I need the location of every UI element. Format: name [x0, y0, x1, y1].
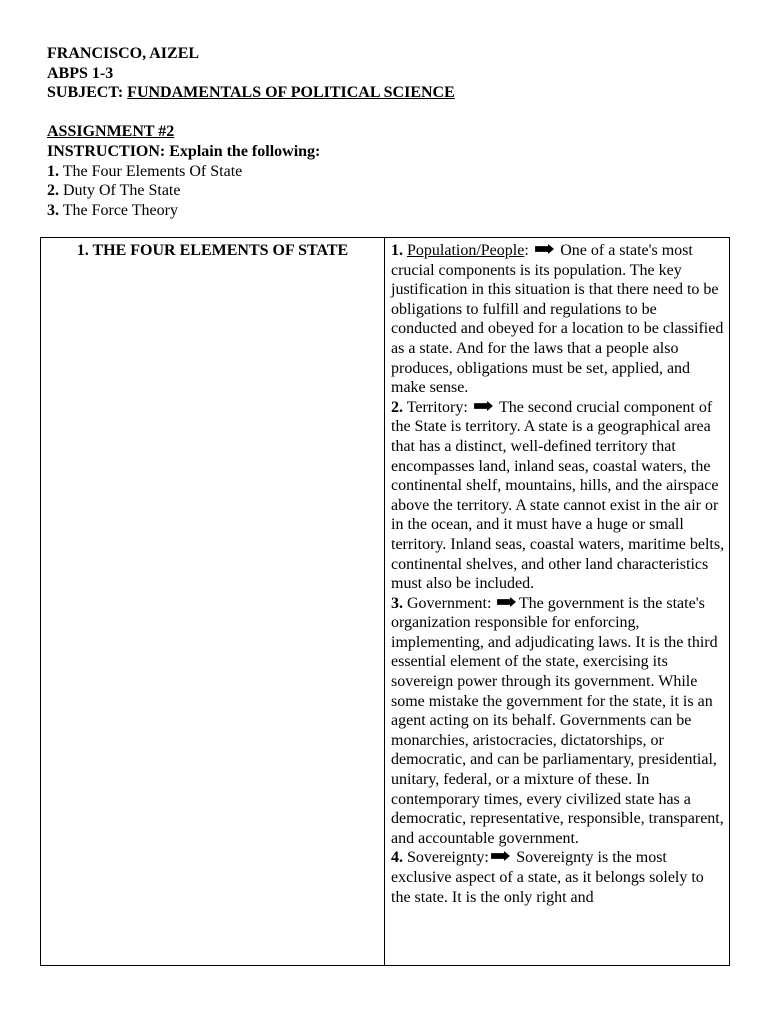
element-number: 4.: [391, 849, 403, 867]
element-title: Territory:: [406, 398, 468, 416]
instruction-item-2: [47, 181, 455, 201]
instruction-item-3: [47, 201, 455, 221]
document-header: [47, 44, 455, 220]
element-text: One of a state's most crucial components is its population. The key justification in this situation is that there need to be obligations to fulfill and regulations to be conducted and obeyed for a location to be classified as a state. And for the laws that a people also produces, obligations must be set, applied, and make sense.: [391, 242, 724, 397]
right-arrow-icon: ➡: [496, 588, 518, 614]
right-arrow-icon: ➡: [472, 392, 494, 418]
item-text: The Force Theory: [62, 201, 178, 219]
element-title: Population/People: [407, 242, 525, 259]
elements-table: [40, 237, 730, 966]
item-text: Duty Of The State: [63, 182, 181, 200]
item-number: 1.: [47, 162, 59, 180]
topic-heading: 1. THE FOUR ELEMENTS OF STATE: [76, 242, 349, 259]
item-number: 2.: [47, 182, 59, 200]
explanation-cell: [385, 238, 730, 966]
subject-label: SUBJECT:: [47, 84, 124, 102]
element-number: 3.: [391, 594, 403, 612]
student-name: FRANCISCO, AIZEL: [47, 45, 200, 62]
element-text: Sovereignty is the most exclusive aspect of a state, as it belongs solely to the state. It is the only right and: [391, 849, 704, 906]
element-number: 2.: [391, 398, 403, 416]
right-arrow-icon: ➡: [489, 843, 511, 869]
header-spacer: [47, 103, 455, 123]
topic-cell: [41, 238, 385, 966]
element-text: The government is the state's organization responsible for enforcing, implementing, and adjudicating laws. It is the third essential element of the state, exercising its sovereign power through its government. While some mistake the government for the state, it is an agent acting on its behalf. Governments can be monarchies, aristocracies, dictatorships, or democratic, and can be parliamentary, presidential, unitary, federal, or a mixture of these. In contemporary times, every civilized state has a democratic, representative, responsible, transparent, and accountable government.: [391, 594, 724, 847]
table-row: [41, 238, 730, 966]
item-text: The Four Elements Of State: [62, 162, 243, 180]
right-arrow-icon: ➡: [533, 236, 555, 261]
subject-line: [47, 83, 455, 103]
element-number: 1.: [391, 242, 403, 259]
student-section: ABPS 1-3: [47, 64, 114, 82]
explanation-text: [385, 238, 729, 907]
element-title: Government:: [407, 594, 492, 612]
assignment-title: ASSIGNMENT #2: [47, 123, 175, 141]
element-separator: :: [524, 242, 529, 259]
instruction-item-1: [47, 162, 455, 182]
instruction-line: INSTRUCTION: Explain the following:: [47, 142, 321, 160]
element-title: Sovereignty:: [407, 849, 489, 867]
element-text: The second crucial component of the State is territory. A state is a geographical area that has a distinct, well-defined territory that encompasses land, inland seas, coastal waters, the continental shelf, mountains, hills, and the airspace above the territory. A state cannot exist in the air or in the ocean, and it must have a huge or small territory. Inland seas, coastal waters, maritime belts, continental shelves, and other land characteristics must also be included.: [391, 398, 725, 593]
subject-value: FUNDAMENTALS OF POLITICAL SCIENCE: [127, 84, 455, 102]
item-number: 3.: [47, 201, 59, 219]
